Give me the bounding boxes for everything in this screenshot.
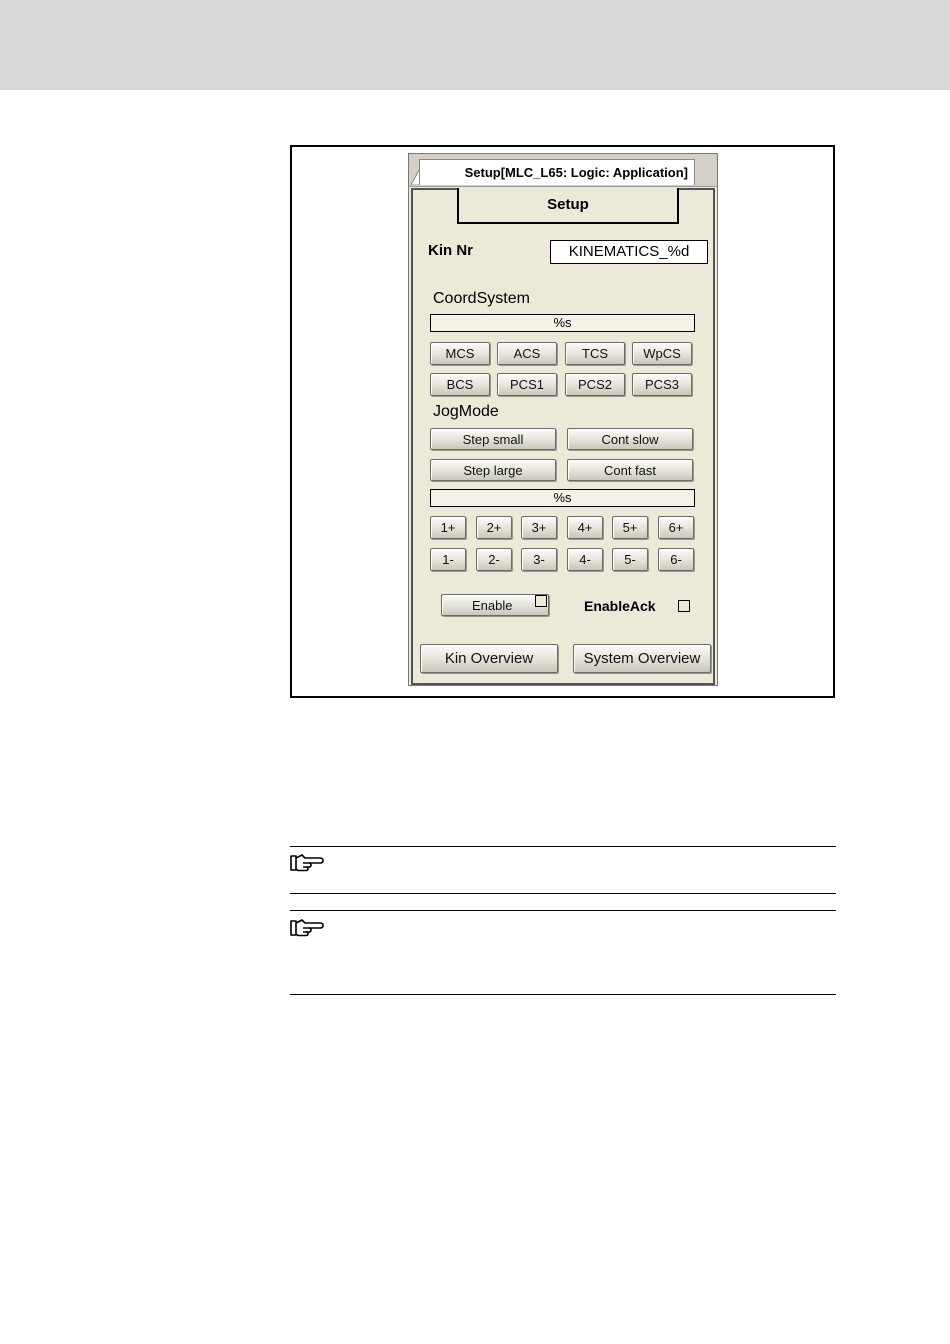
coord-wpcs-button[interactable]: WpCS (632, 342, 692, 365)
kin-overview-button[interactable]: Kin Overview (420, 644, 558, 673)
pointing-hand-icon (290, 853, 324, 873)
system-overview-button[interactable]: System Overview (573, 644, 711, 673)
enable-checkbox[interactable] (535, 595, 547, 607)
setup-window (408, 153, 718, 686)
setup-panel (411, 188, 715, 685)
tab-strip (409, 154, 717, 187)
axis-2-minus-button[interactable]: 2- (476, 548, 512, 571)
pointing-hand-icon (290, 918, 324, 938)
axis-1-minus-button[interactable]: 1- (430, 548, 466, 571)
note1-bottom-rule (290, 893, 836, 894)
axis-5-minus-button[interactable]: 5- (612, 548, 648, 571)
enable-button[interactable]: Enable (441, 594, 549, 616)
coord-pcs2-button[interactable]: PCS2 (565, 373, 625, 396)
coord-acs-button[interactable]: ACS (497, 342, 557, 365)
jog-mode-label: JogMode (433, 403, 499, 420)
coord-tcs-button[interactable]: TCS (565, 342, 625, 365)
jog-cont-slow-button[interactable]: Cont slow (567, 428, 693, 450)
note1-top-rule (290, 846, 836, 847)
jog-step-small-button[interactable]: Step small (430, 428, 556, 450)
axis-3-plus-button[interactable]: 3+ (521, 516, 557, 539)
axis-3-minus-button[interactable]: 3- (521, 548, 557, 571)
coord-bcs-button[interactable]: BCS (430, 373, 490, 396)
axis-5-plus-button[interactable]: 5+ (612, 516, 648, 539)
kin-nr-label: Kin Nr (428, 242, 473, 259)
jog-cont-fast-button[interactable]: Cont fast (567, 459, 693, 481)
panel-title: Setup (457, 188, 679, 224)
axis-4-plus-button[interactable]: 4+ (567, 516, 603, 539)
coord-system-label: CoordSystem (433, 290, 530, 307)
enable-ack-indicator (678, 600, 690, 612)
tab-setup[interactable]: Setup[MLC_L65: Logic: Application] (419, 159, 695, 185)
axis-6-plus-button[interactable]: 6+ (658, 516, 694, 539)
coord-pcs1-button[interactable]: PCS1 (497, 373, 557, 396)
enable-ack-label: EnableAck (584, 598, 656, 614)
jog-mode-status: %s (430, 489, 695, 507)
coord-system-status: %s (430, 314, 695, 332)
axis-4-minus-button[interactable]: 4- (567, 548, 603, 571)
axis-1-plus-button[interactable]: 1+ (430, 516, 466, 539)
kin-nr-field[interactable]: KINEMATICS_%d (550, 240, 708, 264)
coord-pcs3-button[interactable]: PCS3 (632, 373, 692, 396)
note2-top-rule (290, 910, 836, 911)
axis-2-plus-button[interactable]: 2+ (476, 516, 512, 539)
axis-6-minus-button[interactable]: 6- (658, 548, 694, 571)
page-header-band (0, 0, 950, 90)
coord-mcs-button[interactable]: MCS (430, 342, 490, 365)
jog-step-large-button[interactable]: Step large (430, 459, 556, 481)
note2-bottom-rule (290, 994, 836, 995)
